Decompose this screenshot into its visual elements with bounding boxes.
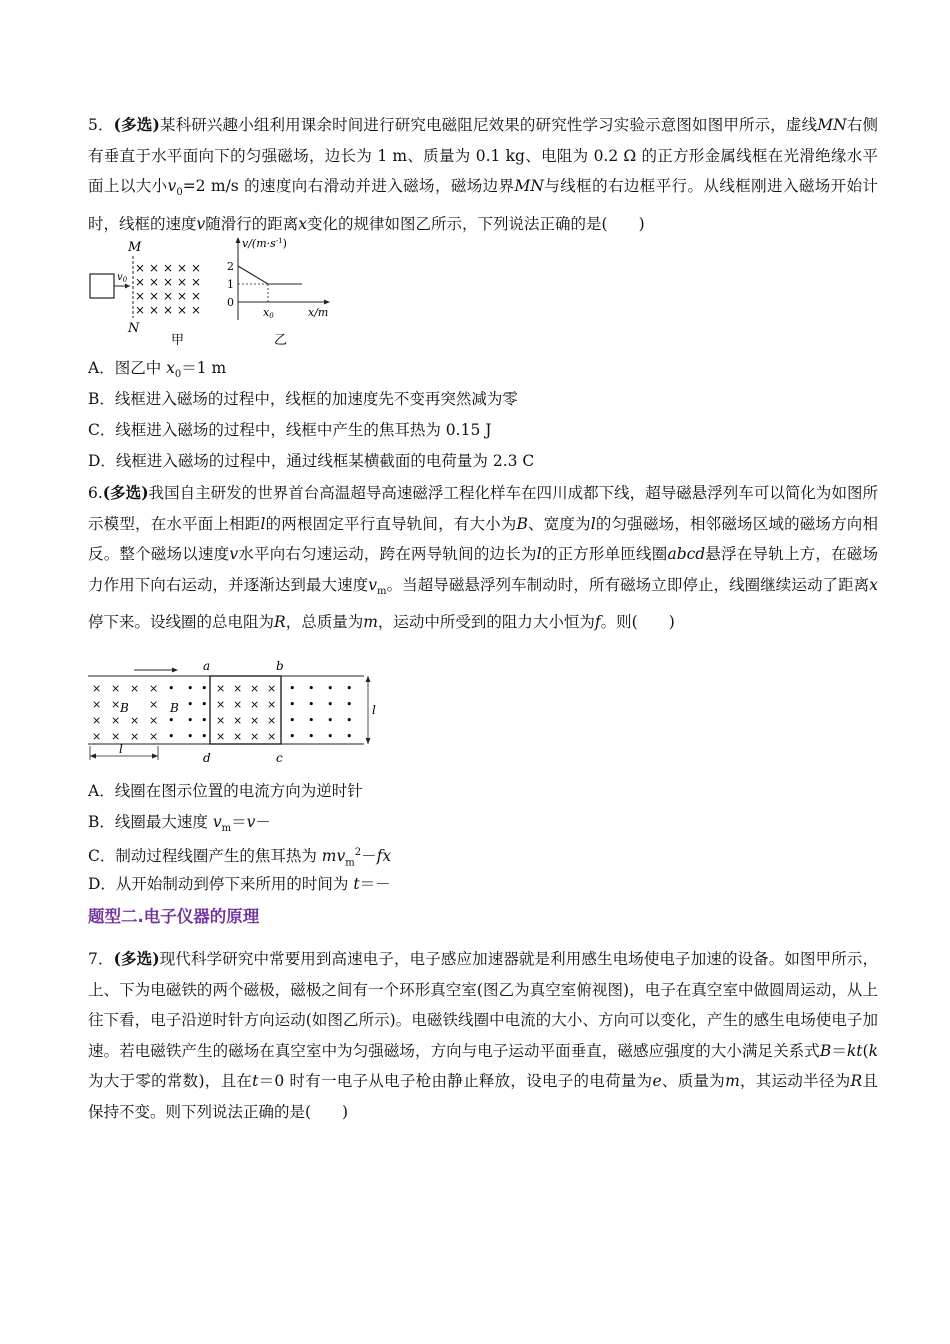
- option-6b[interactable]: B．线圈最大速度 $v_m=v-$: [88, 813, 271, 835]
- stem-text: =2 m/s 的速度向右滑动并进入磁场，磁场边界: [182, 177, 515, 195]
- field-dot: •: [346, 714, 353, 727]
- label-b-field-2: B: [170, 701, 179, 715]
- field-cross: ×: [177, 303, 188, 317]
- label-v0: $v_0$: [117, 272, 128, 284]
- v-axis-arrow: [236, 237, 241, 243]
- field-cross: ×: [149, 682, 159, 695]
- field-cross: ×: [130, 714, 140, 727]
- figure-caption-yi: 乙: [274, 333, 288, 348]
- field-cross: ×: [250, 682, 260, 695]
- question-number: 5．: [88, 116, 114, 134]
- field-cross: ×: [111, 714, 121, 727]
- math-symbol: v: [196, 214, 206, 233]
- field-cross: ×: [149, 275, 160, 289]
- field-cross: ×: [149, 303, 160, 317]
- field-cross: ×: [111, 682, 121, 695]
- field-cross: ×: [163, 289, 174, 303]
- figure-caption-jia: 甲: [171, 333, 185, 348]
- section-heading: 题型二.电子仪器的原理: [88, 907, 260, 926]
- field-cross: ×: [233, 698, 243, 711]
- stem-text: 随滑行的距离: [205, 214, 299, 233]
- field-cross: ×: [149, 698, 159, 711]
- option-6c[interactable]: C．制动过程线圈产生的焦耳热为 $mv_m^2-fx$: [88, 847, 392, 869]
- field-cross: ×: [233, 682, 243, 695]
- field-dot: •: [201, 730, 208, 743]
- multi-select-tag: (多选): [113, 115, 160, 134]
- field-cross: ×: [191, 275, 202, 289]
- field-cross: ×: [130, 730, 140, 743]
- magnetic-field-crosses: [135, 261, 201, 317]
- tick-label-x0: x0: [263, 306, 274, 320]
- field-cross: ×: [163, 303, 174, 317]
- field-cross: ×: [267, 698, 277, 711]
- field-cross: ×: [92, 698, 102, 711]
- field-cross: ×: [163, 261, 174, 275]
- square-frame: [90, 274, 114, 298]
- field-cross: ×: [267, 682, 277, 695]
- stem-text: 某科研兴趣小组利用课余时间进行研究电磁阻尼效果的研究性学习实验示意图如图甲所示，虚线: [159, 116, 818, 134]
- field-symbols: [92, 682, 353, 743]
- question-7-stem: 7．(多选)现代科学研究中常要用到高速电子，电子感应加速器就是利用感生电场使电子加速的设备。如图甲所示，上、下为电磁铁的两个磁极，磁极之间有一个环形真空室(图乙为真空室俯视图)，电子在真空室中做圆周运动，从上往下看，电子沿逆时针方向运动(如图乙所示)。电磁铁线圈中电流的大小、方向可以变化，产生的感生电场使电子加速。若电磁铁产生的磁场在真空室中为匀强磁场，方向与电子运动平面垂直，磁感应强度的大小满足关系式B＝kt(k为大于零的常数)，且在t＝0 时有一电子从电子枪由静止释放，设电子的电荷量为e、质量为m，其运动半径为R且保持不变。则下列说法正确的是( ): [88, 949, 878, 1121]
- label-m: M: [128, 240, 142, 255]
- math-symbol: MN: [514, 177, 544, 195]
- field-dot: •: [308, 730, 315, 743]
- field-cross: ×: [216, 714, 226, 727]
- label-b-field-1: B: [120, 701, 129, 715]
- field-dot: •: [168, 682, 175, 695]
- field-motion-arrow-head: [172, 668, 178, 673]
- option-6a[interactable]: A．线圈在图示位置的电流方向为逆时针: [88, 782, 363, 800]
- label-n: N: [128, 321, 140, 336]
- velocity-arrow-head: [125, 284, 130, 289]
- field-dot: •: [289, 698, 296, 711]
- width-arrow-bottom: [366, 738, 371, 744]
- stem-text: 变化的规律如图乙所示，下列说法正确的是( ): [307, 214, 645, 233]
- field-dot: •: [289, 730, 296, 743]
- multi-select-tag: (多选): [113, 949, 160, 968]
- field-cross: ×: [191, 303, 202, 317]
- field-cross: ×: [135, 275, 146, 289]
- multi-select-tag: (多选): [102, 483, 149, 502]
- label-l-length: l: [119, 742, 123, 756]
- stem-text: 右侧有垂直于水平面向下的匀强磁场，边长为 1 m、质量为 0.1 kg、电阻为 0.2 Ω 的正方形金属线框在光滑绝缘水平面上以大小: [88, 116, 878, 195]
- field-dot: •: [308, 714, 315, 727]
- label-a: a: [203, 659, 211, 673]
- option-6d[interactable]: D．从开始制动到停下来所用的时间为 t＝－: [88, 875, 391, 893]
- option-5c[interactable]: C．线框进入磁场的过程中，线框中产生的焦耳热为 0.15 J: [88, 421, 492, 439]
- figure-jia: [86, 238, 216, 348]
- field-dot: •: [201, 682, 208, 695]
- field-dot: •: [187, 714, 194, 727]
- field-dot: •: [327, 714, 334, 727]
- field-cross: ×: [250, 730, 260, 743]
- field-dot: •: [346, 698, 353, 711]
- field-cross: ×: [216, 682, 226, 695]
- field-cross: ×: [149, 714, 159, 727]
- field-cross: ×: [130, 682, 140, 695]
- question-6-stem: 6.(多选)我国自主研发的世界首台高温超导高速磁浮工程化样车在四川成都下线，超导磁悬浮列车可以简化为如图所示模型，在水平面上相距l的两根固定平行直导轨间，有大小为B、宽度为l的匀强磁场，相邻磁场区域的磁场方向相反。整个磁场以速度v水平向右匀速运动，跨在两导轨间的边长为l的正方形单匝线圈abcd悬浮在导轨上方，在磁场力作用下向右运动，并逐渐达到最大速度$v_m$。当超导磁悬浮列车制动时，所有磁场立即停止，线圈继续运动了距离x停下来。设线圈的总电阻为R，总质量为m，运动中所受到的阻力大小恒为f。则( ): [88, 483, 878, 632]
- field-dot: •: [327, 730, 334, 743]
- x-axis-label: x/m: [308, 306, 329, 319]
- field-dot: •: [201, 714, 208, 727]
- field-dot: •: [187, 682, 194, 695]
- field-cross: ×: [92, 682, 102, 695]
- question-5-stem: [88, 110, 878, 239]
- field-cross: ×: [177, 289, 188, 303]
- figure-yi: [222, 232, 342, 350]
- field-cross: ×: [233, 714, 243, 727]
- x-axis-arrow: [324, 300, 330, 305]
- field-cross: ×: [111, 698, 121, 711]
- field-cross: ×: [216, 698, 226, 711]
- field-cross: ×: [111, 730, 121, 743]
- field-dot: •: [346, 682, 353, 695]
- field-dot: •: [187, 730, 194, 743]
- option-5d[interactable]: D．线框进入磁场的过程中，通过线框某横截面的电荷量为 2.3 C: [88, 452, 535, 470]
- label-b: b: [276, 659, 284, 673]
- field-dot: •: [201, 698, 208, 711]
- figure-maglev: [86, 658, 386, 770]
- field-cross: ×: [135, 289, 146, 303]
- field-cross: ×: [233, 730, 243, 743]
- field-dot: •: [346, 730, 353, 743]
- field-dot: •: [327, 698, 334, 711]
- field-cross: ×: [149, 289, 160, 303]
- field-cross: ×: [149, 261, 160, 275]
- label-c: c: [276, 751, 283, 765]
- length-arrow-right: [152, 754, 158, 759]
- math-symbol: v: [167, 177, 177, 195]
- field-cross: ×: [92, 730, 102, 743]
- field-cross: ×: [267, 730, 277, 743]
- field-cross: ×: [163, 275, 174, 289]
- v-axis-label: $v/(m\cdot s^{-1})$: [242, 237, 287, 250]
- field-dot: •: [168, 714, 175, 727]
- label-d: d: [203, 751, 211, 765]
- stem-text: 与线框的右边框平行。从线框刚进入磁场开始计时，线框的速度: [88, 177, 878, 233]
- tick-label-2: 2: [227, 260, 234, 273]
- field-dot: •: [168, 730, 175, 743]
- option-5a[interactable]: A．图乙中 $x_0=1$ m: [88, 359, 227, 381]
- math-symbol: x: [298, 214, 308, 233]
- tick-label-1: 1: [227, 278, 234, 291]
- v-x-graph-line: [238, 266, 302, 284]
- field-dot: •: [308, 698, 315, 711]
- field-cross: ×: [149, 730, 159, 743]
- width-arrow-top: [366, 676, 371, 682]
- field-cross: ×: [177, 275, 188, 289]
- field-dot: •: [187, 698, 194, 711]
- field-dot: •: [289, 714, 296, 727]
- field-cross: ×: [177, 261, 188, 275]
- field-cross: ×: [267, 714, 277, 727]
- field-cross: ×: [135, 261, 146, 275]
- question-number: 6.: [88, 484, 103, 502]
- tick-label-0: 0: [227, 296, 234, 309]
- field-cross: ×: [92, 714, 102, 727]
- field-cross: ×: [135, 303, 146, 317]
- label-l-width: l: [372, 703, 376, 717]
- field-dot: •: [289, 682, 296, 695]
- math-symbol: MN: [817, 116, 847, 134]
- field-cross: ×: [191, 261, 202, 275]
- option-5b[interactable]: B．线框进入磁场的过程中，线框的加速度先不变再突然减为零: [88, 390, 518, 408]
- length-arrow-left: [90, 754, 96, 759]
- math-subscript: 0: [176, 187, 183, 199]
- field-cross: ×: [250, 714, 260, 727]
- field-dot: •: [327, 682, 334, 695]
- field-cross: ×: [250, 698, 260, 711]
- field-dot: •: [308, 682, 315, 695]
- question-number: 7．: [88, 950, 114, 968]
- field-cross: ×: [216, 730, 226, 743]
- field-cross: ×: [191, 289, 202, 303]
